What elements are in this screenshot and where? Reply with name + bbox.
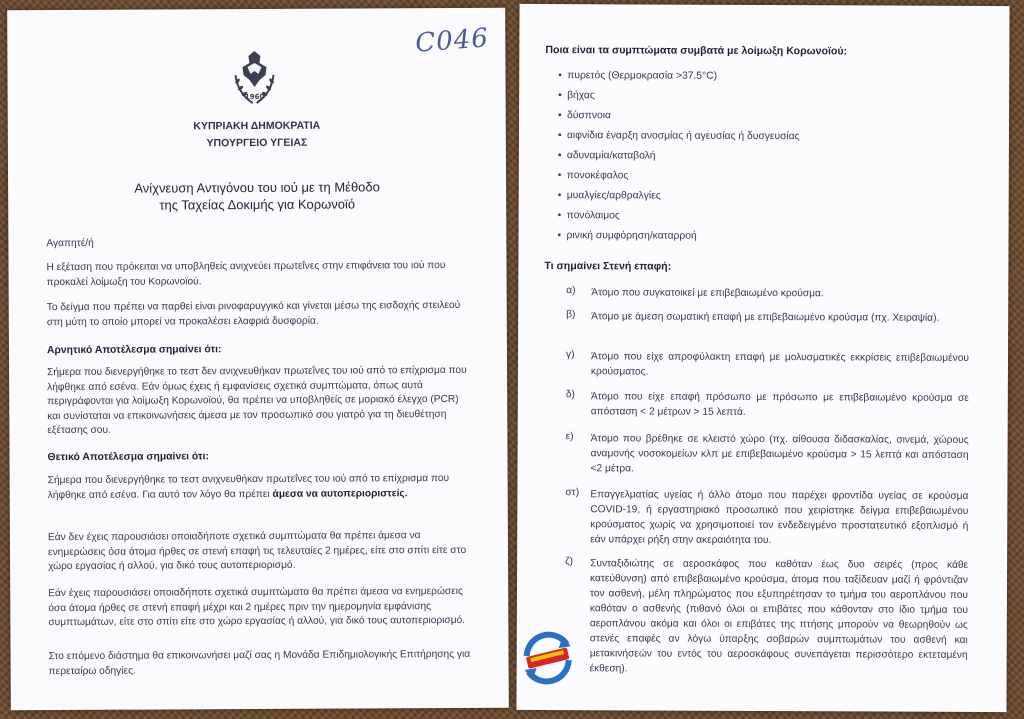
with-symptoms-paragraph: Εάν έχεις παρουσιάσει οποιαδήποτε σχετικά συμπτώματα θα πρέπει άμεσα να ενημερώσεις όσα άτομα ήρθες σε στενή επαφή μέχρι και 2 ημέρες πριν την ημερομηνία εμφάνισης συμπτωμάτων, είτε στο σπίτι είτε στο χώρο εργασίας ή αλλού, για δικό τους αυτοπεριορισμό. xyxy=(48,585,466,629)
handwritten-number: C046 xyxy=(414,23,490,59)
symptom-item: • βήχας xyxy=(567,90,595,101)
contact-label: ζ) xyxy=(565,556,574,568)
contact-label: γ) xyxy=(565,349,575,361)
symptom-item: • πονόλαιμος xyxy=(567,210,620,221)
contact-text: Άτομο που βρέθηκε σε κλειστό χώρο (πχ. αίθουσα διδασκαλίας, σινεμά, χώρους αναμονής νοσοκομείων κλπ με επιβεβαιωμένο κρούσμα > 15 λεπτά και απόσταση <2 μέτρα. xyxy=(590,433,969,475)
symptom-item: • αιφνίδια έναρξη ανοσμίας ή αγευσίας ή δυσγευσίας xyxy=(567,130,800,142)
sample-paragraph: Το δείγμα που πρέπει να παρθεί είναι ρινοφαρυγγικό και γίνεται μέσω της εισδοχής στειλεού στη μύτη το οποίο μπορεί να προκαλέσει ελαφριά δυσφορία. xyxy=(46,299,461,328)
symptom-item: • μυαλγίες/αρθραλγίες xyxy=(567,190,661,201)
close-contact-heading: Τι σημαίνει Στενή επαφή: xyxy=(544,260,672,273)
contact-label: δ) xyxy=(565,389,575,401)
positive-result-heading: Θετικό Αποτέλεσμα σημαίνει ότι: xyxy=(47,451,209,464)
coat-of-arms-icon xyxy=(225,47,283,111)
negative-result-heading: Αρνητικό Αποτέλεσμα σημαίνει ότι: xyxy=(46,344,222,357)
symptom-item: • ρινική συμφόρηση/καταρροή xyxy=(567,230,697,242)
positive-result-paragraph xyxy=(48,472,474,503)
greeting: Αγαπητέ/ή xyxy=(46,237,94,250)
symptoms-heading: Ποια είναι τα συμπτώματα συμβατά με λοίμωξη Κορωνοϊού: xyxy=(545,44,848,58)
document-title-line1: Ανίχνευση Αντιγόνου του ιού με τη Μέθοδο xyxy=(134,179,380,196)
contact-label: β) xyxy=(566,309,576,321)
symptom-item: • αδυναμία/καταβολή xyxy=(567,150,656,161)
intro-paragraph: Η εξέταση που πρόκειται να υποβληθείς ανιχνεύει πρωτεΐνες στην επιφάνεια του ιού που προκαλεί λοίμωξη του Κορωνοϊού. xyxy=(46,260,446,288)
contact-label: α) xyxy=(566,285,576,297)
right-page xyxy=(516,4,1009,712)
contact-label: ε) xyxy=(565,431,574,443)
left-page xyxy=(7,8,509,711)
ministry-name: ΥΠΟΥΡΓΕΙΟ ΥΓΕΙΑΣ xyxy=(206,136,308,150)
symptom-item: • δύσπνοια xyxy=(567,110,611,121)
document-title-line2: της Ταχείας Δοκιμής για Κορωνοϊό xyxy=(159,196,356,213)
svg-text:1960: 1960 xyxy=(244,92,265,102)
contact-text: Επαγγελματίας υγείας ή άλλο άτομο που παρέχει φροντίδα υγείας σε κρούσμα COVID-19, ή εργαστηριακό προσωπικό που χειρίστηκε δείγμα επιβεβαιωμένου κρούσματος χωρίς να χρησιμοποιεί τον ενδεδειγμένο προστατευτικό εξοπλισμό ή εάν υπάρχει ρήξη στην ακεραιότητα του. xyxy=(590,489,969,547)
republic-name: ΚΥΠΡΙΑΚΗ ΔΗΜΟΚΡΑΤΙΑ xyxy=(193,119,321,133)
watermark-logo-icon xyxy=(519,630,577,686)
contact-text: Άτομο που είχε απροφύλακτη επαφή με μολυσματικές εκκρίσεις επιβεβαιωμένου κρούσματος. xyxy=(590,351,970,378)
contact-text: Άτομο με άμεση σωματική επαφή με επιβεβαιωμένο κρούσμα (πχ. Χειραψία). xyxy=(591,311,940,324)
next-steps-paragraph: Στο επόμενο διάστημα θα επικοινωνήσει μαζί σας η Μονάδα Επιδημιολογικής Επιτήρησης για περεταίρω οδηγίες. xyxy=(48,648,471,677)
positive-result-bold: άμεσα να αυτοπεριοριστείς. xyxy=(272,487,408,500)
symptom-item: • πυρετός (Θερμοκρασία >37.5°C) xyxy=(567,70,717,82)
symptom-item: • πονοκέφαλος xyxy=(567,170,629,181)
negative-result-paragraph: Σήμερα που διενεργήθηκε το τεστ δεν ανιχνευθήκαν πρωτεΐνες του ιού από το επίχρισμα που λήφθηκε από εσένα. Εάν όμως έχεις ή εμφανίσεις σχετικά συμπτώματα, όπως αυτά περιγράφονται για λοίμωξη Κορωνοϊού, θα πρέπει να υποβληθείς σε μοριακό έλεγχο (PCR) και συνίσταται να επικοινωνήσεις άμεσα με τον προσωπικό σου γιατρό για τη διευθέτηση εξέτασης σου. xyxy=(47,364,467,437)
contact-text: Άτομο που συγκατοικεί με επιβεβαιωμένο κρούσμα. xyxy=(591,287,824,300)
positive-result-text: Σήμερα που διενεργήθηκε το τεστ ανιχνευθήκαν πρωτεΐνες του ιού από το επίχρισμα που λήφθηκε από εσένα. Για αυτό τον λόγο θα πρέπει xyxy=(47,473,450,501)
contact-label: στ) xyxy=(565,487,580,499)
contact-text: Άτομο που είχε επαφή πρόσωπο με πρόσωπο με επιβεβαιωμένο κρούσμα σε απόσταση < 2 μέτρων > 15 λεπτά. xyxy=(590,391,969,418)
no-symptoms-paragraph: Εάν δεν έχεις παρουσιάσει οποιαδήποτε σχετικά συμπτώματα θα πρέπει άμεσα να ενημερώσεις όσα άτομα ήρθες σε στενή επαφή τις τελευταίες 2 ημέρες, είτε στο σπίτι είτε στο χώρο εργασίας ή αλλού, για δικό τους αυτοπεριορισμό. xyxy=(47,530,467,573)
contact-text: Συνταξιδιώτης σε αεροσκάφος που καθόταν έως δυο σειρές (προς κάθε κατεύθυνση) από επιβεβαιωμένο κρούσμα, άτομα που ταξίδευαν μαζί ή φρόντιζαν τον ασθενή, μέλη πληρώματος που εξυπηρέτησαν το τμήμα του αεροπλάνου που καθόταν ο ασθενής (πιθανό όλοι οι επιβάτες που κάθονταν στο ίδιο τμήμα του αεροπλάνου ακόμα και όλοι οι επιβάτες της πτήσης μπορούν να θεωρηθούν ως στενές επαφές αν λόγω ύπαρξης σοβαρών συμπτωμάτων του ασθενή και μετακινήσεών του εντός του αεροσκάφους συνεπάγεται περισσότερο εκτεταμένη έκθεση). xyxy=(589,558,969,675)
